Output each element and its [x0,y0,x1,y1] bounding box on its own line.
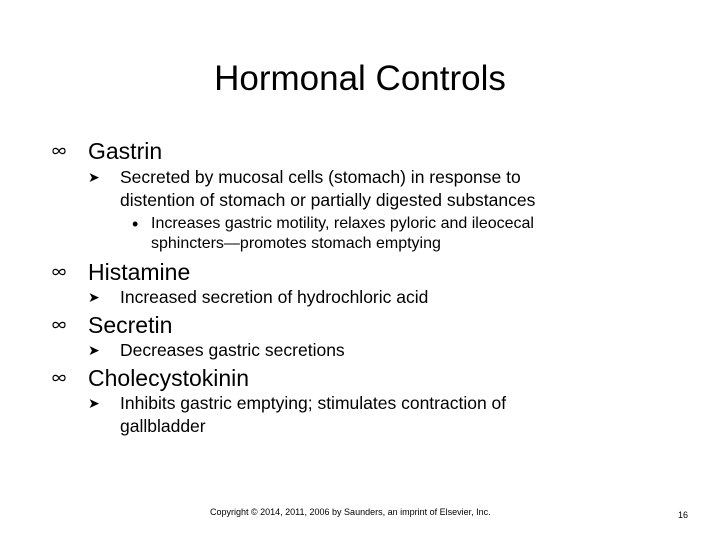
arrowhead-bullet-icon: ➤ [88,342,100,358]
sub-bullet-cholecystokinin-1 [88,392,580,438]
sub-bullet-text: Inhibits gastric emptying; stimulates contraction of gallbladder [120,393,507,436]
sub-bullet-text: Increased secretion of hydrochloric acid [120,287,429,307]
bullet-histamine [88,259,190,285]
bullet-label: Cholecystokinin [88,365,250,391]
infinity-bullet-icon [52,147,66,155]
bullet-gastrin [88,138,162,164]
arrowhead-bullet-icon: ➤ [88,289,100,305]
arrowhead-bullet-icon: ➤ [88,395,100,411]
bullet-label: Gastrin [88,138,163,164]
sub-sub-bullet-gastrin-1 [132,214,611,254]
infinity-bullet-icon [52,374,66,382]
sub-bullet-text: Secreted by mucosal cells (stomach) in response to distention of stomach or partially digested substances [120,167,536,210]
infinity-bullet-icon [52,268,66,276]
sub-bullet-secretin-1 [88,339,600,362]
sub-bullet-histamine-1 [88,286,600,309]
slide-title: Hormonal Controls [214,59,506,98]
page-number: 16 [678,510,689,520]
arrowhead-bullet-icon: ➤ [88,169,100,185]
bullet-cholecystokinin [88,365,249,391]
sub-sub-bullet-text: Increases gastric motility, relaxes pyloric and ileocecal sphincters—promotes stomach emptying [151,215,534,252]
copyright-footer: Copyright © 2014, 2011, 2006 by Saunders, an imprint of Elsevier, Inc. [210,507,491,517]
dot-bullet-icon: • [132,214,139,234]
sub-bullet-gastrin-1 [88,166,600,212]
bullet-label: Histamine [88,259,191,285]
sub-bullet-text: Decreases gastric secretions [120,340,345,360]
bullet-label: Secretin [88,312,173,338]
bullet-secretin [88,312,172,338]
infinity-bullet-icon [52,321,66,329]
